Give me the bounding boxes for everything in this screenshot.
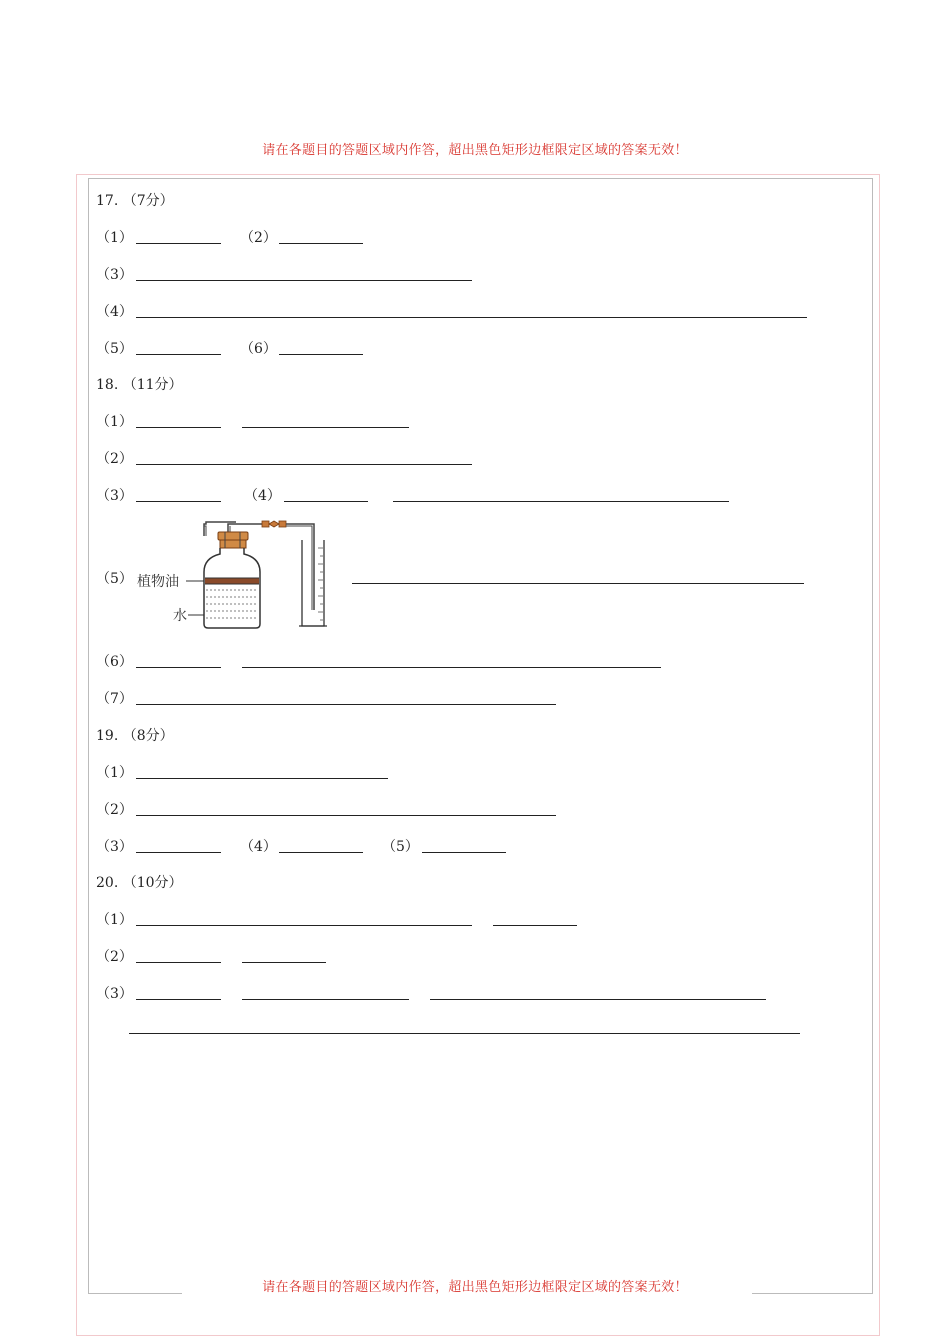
q17-part-2-label: （2） [240,230,277,246]
q19-part-3-label: （3） [96,839,133,855]
q17-part-1-blank[interactable] [136,243,221,244]
q20-part-3-label: （3） [96,986,133,1002]
q18-part-4-blank-b[interactable] [393,501,729,502]
q18-part-6-label: （6） [96,654,133,670]
q20-heading: 20. （10分） [96,875,183,891]
q18-part-2-blank[interactable] [136,464,472,465]
q17-part-4-label: （4） [96,304,133,320]
q18-part-1-blank-b[interactable] [242,427,409,428]
q18-part-5-label: （5） [96,571,133,587]
q19-part-3-blank[interactable] [136,852,221,853]
q20-part-3-blank-c[interactable] [430,999,766,1000]
notice-top: 请在各题目的答题区域内作答，超出黑色矩形边框限定区域的答案无效！ [262,143,688,158]
q17-heading: 17. （7分） [96,193,174,209]
q19-part-5-label: （5） [382,839,419,855]
gas-collection-apparatus-diagram [136,514,358,634]
q19-part-1-blank[interactable] [136,778,388,779]
q19-part-5-blank[interactable] [422,852,506,853]
q19-part-2-label: （2） [96,802,133,818]
q17-part-2-blank[interactable] [279,243,363,244]
q20-part-3-blank-a[interactable] [136,999,221,1000]
q18-part-5-blank[interactable] [352,583,804,584]
water-layer [206,590,258,618]
q18-heading: 18. （11分） [96,377,183,393]
q20-part-1-blank-a[interactable] [136,925,472,926]
q18-part-6-blank-b[interactable] [242,667,661,668]
q18-part-1-blank-a[interactable] [136,427,221,428]
q18-part-4-label: （4） [244,488,281,504]
q17-part-3-label: （3） [96,267,133,283]
q18-part-4-blank-a[interactable] [284,501,368,502]
q20-part-1-blank-b[interactable] [493,925,577,926]
oil-label: 植物油 [137,574,179,590]
q17-part-3-blank[interactable] [136,280,472,281]
q20-part-3-blank-b[interactable] [242,999,409,1000]
q20-part-1-label: （1） [96,912,133,928]
q19-part-1-label: （1） [96,765,133,781]
notice-bottom: 请在各题目的答题区域内作答，超出黑色矩形边框限定区域的答案无效！ [262,1280,688,1295]
q20-part-3-blank-d[interactable] [129,1033,800,1034]
cylinder-scale [318,548,323,620]
answer-area-frame [88,178,873,1294]
q18-part-3-label: （3） [96,488,133,504]
oil-layer [205,578,259,584]
q18-part-7-label: （7） [96,691,133,707]
q18-part-3-blank[interactable] [136,501,221,502]
graduated-cylinder [302,540,324,626]
q18-part-6-blank-a[interactable] [136,667,221,668]
gas-bottle [204,548,260,628]
q19-part-4-label: （4） [240,839,277,855]
q18-part-7-blank[interactable] [136,704,556,705]
q19-part-2-blank[interactable] [136,815,556,816]
q17-part-1-label: （1） [96,230,133,246]
water-label: 水 [173,608,187,624]
rubber-joint-left [262,521,269,527]
q17-part-5-blank[interactable] [136,354,221,355]
q19-part-4-blank[interactable] [279,852,363,853]
q17-part-6-blank[interactable] [279,354,363,355]
delivery-tube [286,524,314,610]
q17-part-5-label: （5） [96,341,133,357]
pinch-clamp [269,521,279,527]
q18-part-1-label: （1） [96,414,133,430]
q20-part-2-blank-b[interactable] [242,962,326,963]
q17-part-6-label: （6） [240,341,277,357]
q17-part-4-blank[interactable] [136,317,807,318]
q18-part-2-label: （2） [96,451,133,467]
rubber-joint-right [279,521,286,527]
q19-heading: 19. （8分） [96,728,174,744]
bottle-stopper [218,532,248,540]
q20-part-2-blank-a[interactable] [136,962,221,963]
q20-part-2-label: （2） [96,949,133,965]
